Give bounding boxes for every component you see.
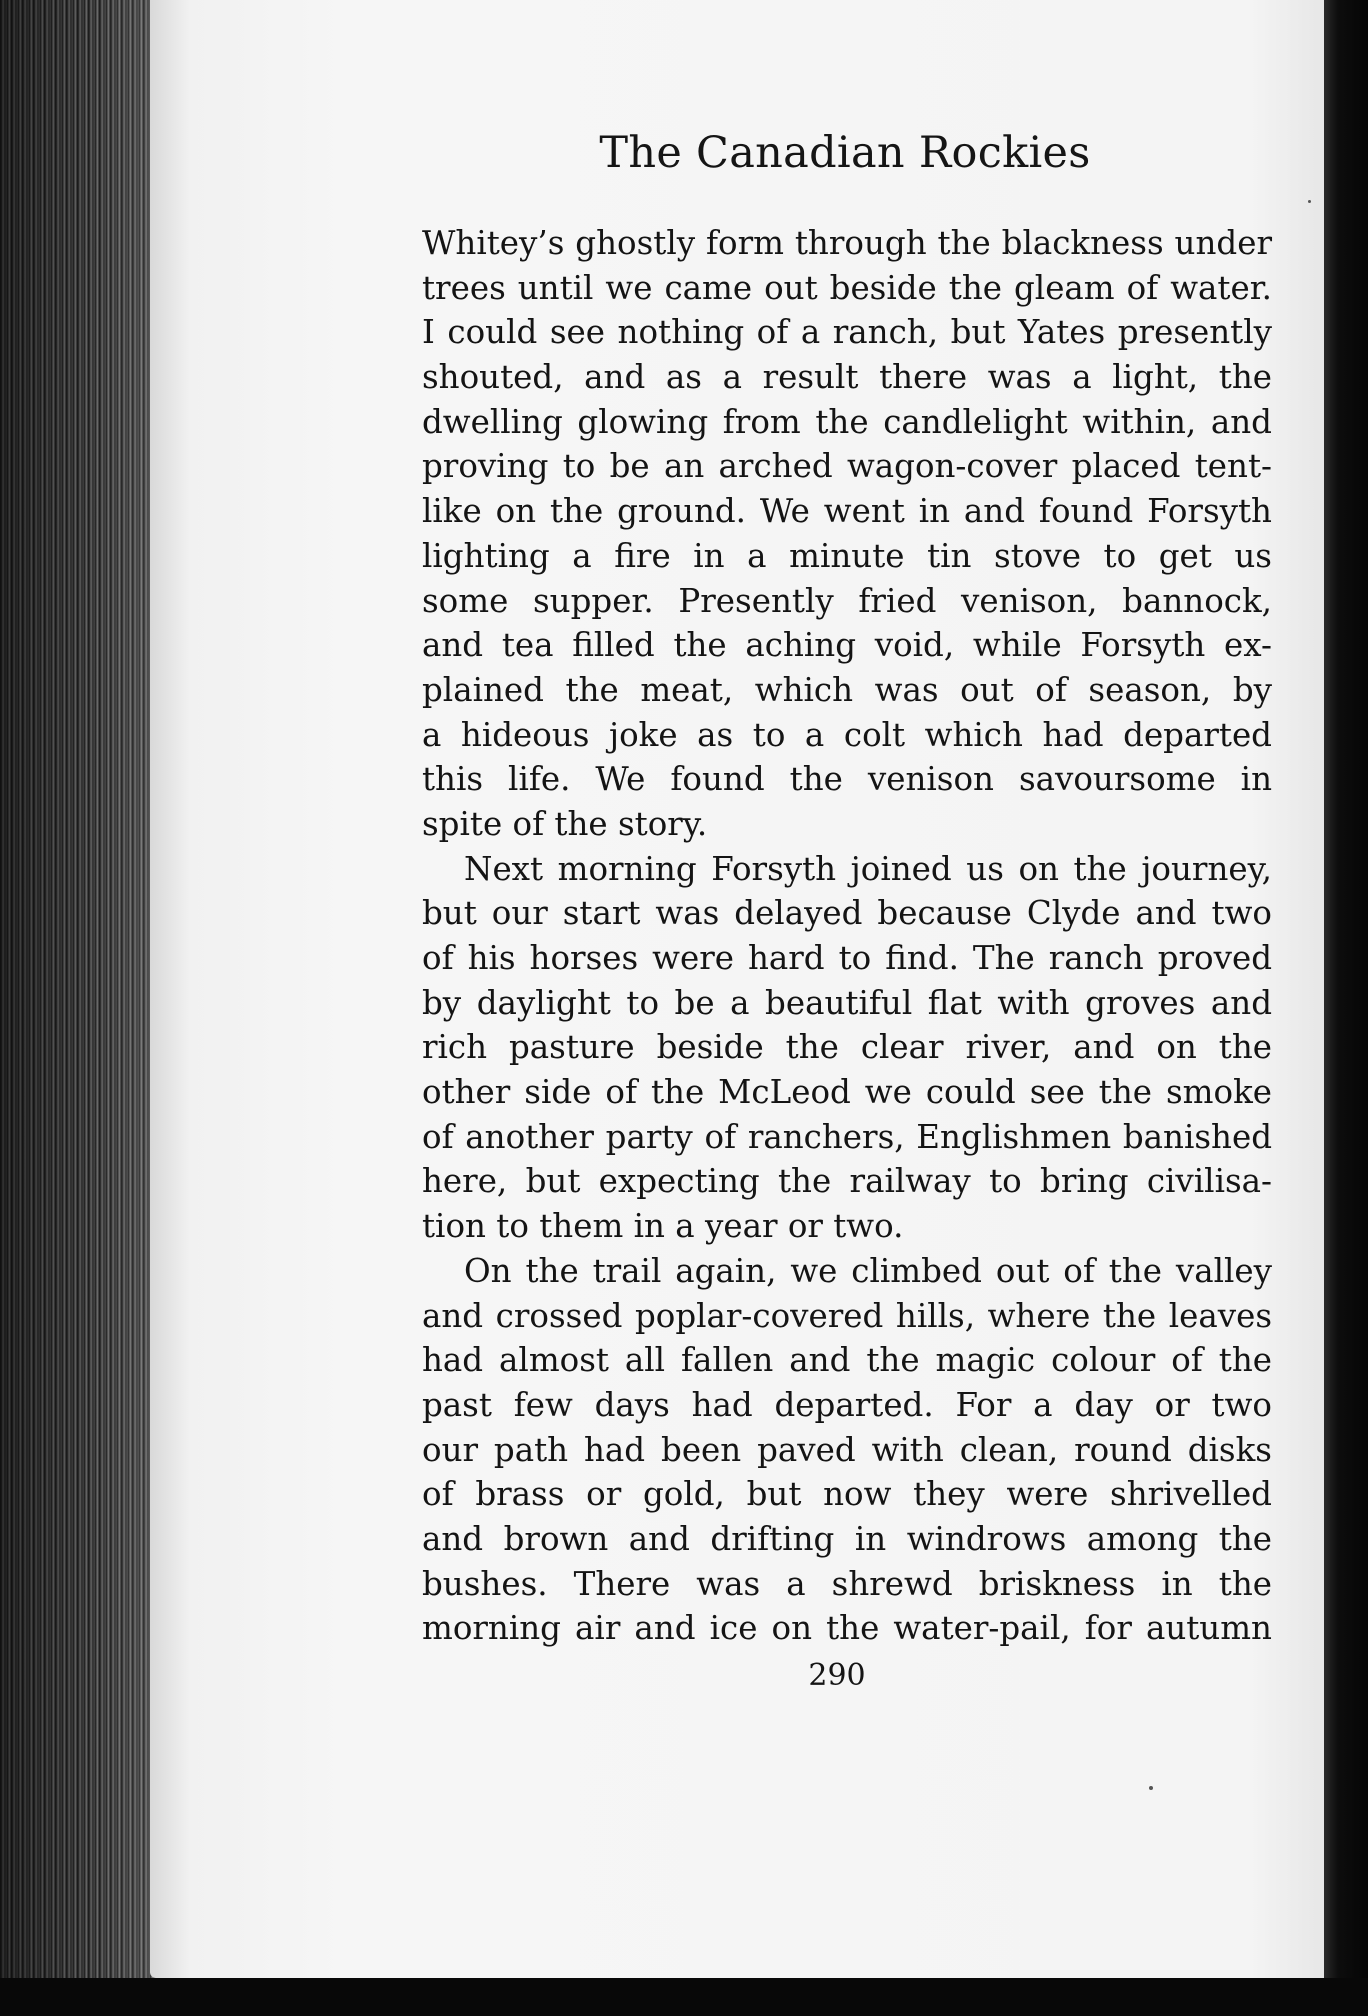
- text-line: a hideous joke as to a colt which had departed: [422, 715, 1272, 754]
- page-number: 290: [808, 1658, 866, 1693]
- text-line: tion to them in a year or two.: [422, 1207, 904, 1246]
- text-line: and tea filled the aching void, while Forsyth ex-: [422, 626, 1272, 665]
- text-line: proving to be an arched wagon-cover placed tent-: [422, 447, 1272, 486]
- text-line: by daylight to be a beautiful flat with groves and: [422, 983, 1272, 1022]
- text-line: of brass or gold, but now they were shrivelled: [422, 1475, 1272, 1514]
- text-line: shouted, and as a result there was a light, the: [422, 358, 1272, 397]
- text-line: of his horses were hard to find. The ranch proved: [422, 939, 1272, 977]
- text-line: some supper. Presently fried venison, bannock,: [422, 581, 1272, 620]
- text-line: and crossed poplar-covered hills, where the leaves: [422, 1296, 1272, 1335]
- text-line: our path had been paved with clean, round disks: [422, 1430, 1272, 1469]
- body-text: [422, 221, 1272, 1651]
- scan-bottom-border: [0, 1978, 1368, 2016]
- text-line: spite of the story.: [422, 804, 708, 843]
- paragraph: [422, 847, 1272, 1249]
- dust-speck: [1308, 200, 1311, 203]
- text-line: trees until we came out beside the gleam of water.: [422, 268, 1272, 307]
- dust-speck: [1149, 1786, 1153, 1790]
- text-line: lighting a fire in a minute tin stove to get us: [422, 536, 1272, 575]
- paragraph: [422, 1249, 1272, 1651]
- binding-shadow: [1324, 0, 1368, 2016]
- text-line: Next morning Forsyth joined us on the journey,: [464, 849, 1272, 888]
- text-line: Whitey’s ghostly form through the blackness under: [422, 224, 1272, 262]
- text-line: dwelling glowing from the candlelight within, and: [422, 402, 1272, 441]
- text-line: like on the ground. We went in and found Forsyth: [422, 492, 1272, 531]
- text-line: past few days had departed. For a day or two: [422, 1385, 1272, 1424]
- text-line: and brown and drifting in windrows among the: [422, 1519, 1272, 1558]
- text-line: rich pasture beside the clear river, and on the: [422, 1028, 1272, 1067]
- text-line: here, but expecting the railway to bring civilisa-: [422, 1162, 1272, 1201]
- text-line: this life. We found the venison savoursome in: [422, 760, 1272, 799]
- text-line: I could see nothing of a ranch, but Yates presently: [422, 313, 1272, 352]
- text-line: bushes. There was a shrewd briskness in the: [422, 1564, 1272, 1603]
- running-head: The Canadian Rockies: [599, 128, 1091, 178]
- text-line: of another party of ranchers, Englishmen banished: [422, 1117, 1272, 1156]
- text-line: but our start was delayed because Clyde and two: [422, 894, 1272, 933]
- text-line: On the trail again, we climbed out of the valley: [464, 1251, 1272, 1290]
- text-line: morning air and ice on the water-pail, for autumn: [422, 1609, 1272, 1648]
- paragraph: [422, 221, 1272, 847]
- text-line: plained the meat, which was out of season, by: [422, 670, 1272, 709]
- text-line: had almost all fallen and the magic colour of the: [422, 1341, 1272, 1380]
- text-line: other side of the McLeod we could see the smoke: [422, 1073, 1272, 1112]
